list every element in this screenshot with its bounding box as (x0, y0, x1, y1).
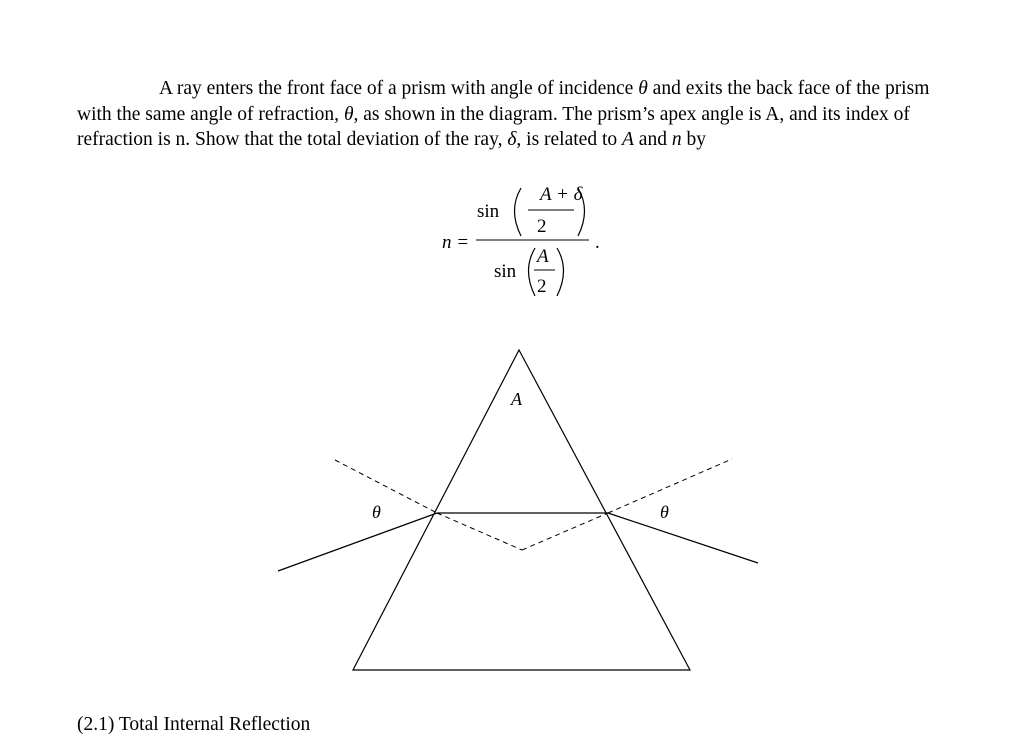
right-normal (522, 513, 608, 550)
right-normal (608, 459, 732, 513)
num-top: A + δ (540, 184, 583, 205)
next-section-heading: (2.1) Total Internal Reflection (77, 714, 311, 735)
formula-period: . (595, 232, 600, 253)
text-segment: , as shown in the diagram. The prism’s apex angle is A, and its index of refraction is n. Show that the total deviation of the ray, (77, 103, 910, 150)
den-top: 2 (537, 216, 547, 237)
apex-angle-label: A (511, 389, 522, 409)
sin-denominator: sin (494, 261, 517, 282)
theta-symbol: θ (638, 78, 648, 99)
text-segment: , is related to (516, 129, 622, 150)
num-bottom: A (537, 246, 549, 267)
sin-numerator: sin (477, 201, 500, 222)
left-normal (437, 513, 522, 550)
left-paren (529, 248, 536, 296)
text-segment: by (681, 129, 706, 150)
text-segment: and exits the back face of the prism with the same angle of refraction, (77, 78, 930, 125)
left-paren (515, 188, 522, 236)
formula-lhs: n = (442, 232, 470, 253)
theta-symbol: θ (343, 103, 354, 125)
variable-a: A (622, 129, 634, 150)
formula (0, 0, 1024, 310)
right-angle-label: θ (660, 502, 669, 522)
text-segment: A ray enters the front face of a prism with angle of incidence (159, 78, 639, 99)
prism-diagram (0, 330, 1024, 725)
variable-n: n (671, 129, 682, 150)
delta-symbol: δ (507, 129, 517, 150)
left-normal (335, 460, 437, 513)
text-segment: and (633, 129, 672, 150)
exit-ray (608, 513, 758, 563)
incident-ray (278, 513, 437, 571)
left-angle-label: θ (372, 502, 381, 522)
den-bottom: 2 (537, 276, 547, 297)
right-paren (557, 248, 564, 296)
